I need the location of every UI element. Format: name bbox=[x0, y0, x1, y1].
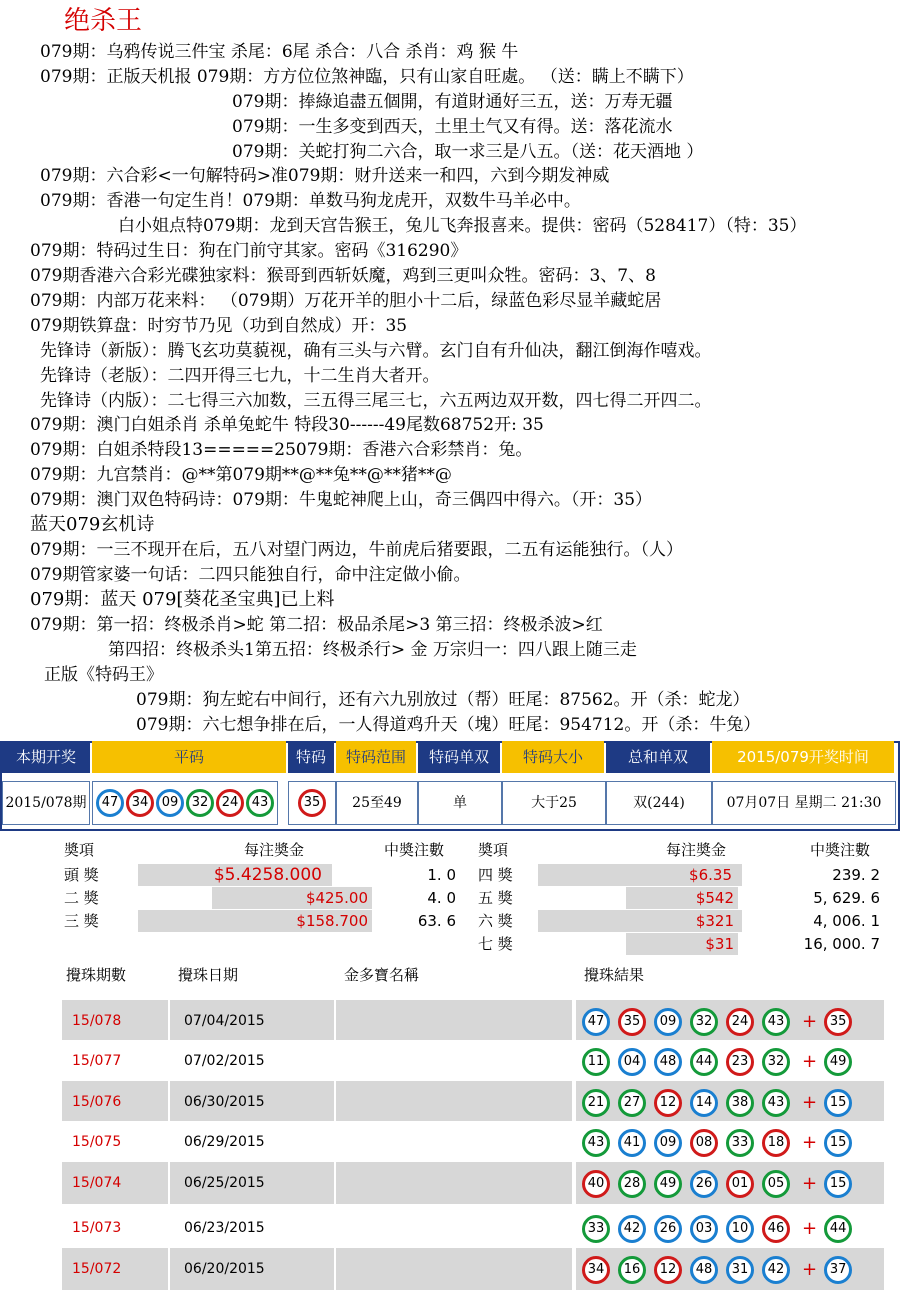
lottery-ball: 43 bbox=[582, 1129, 610, 1157]
lottery-ball: 40 bbox=[582, 1170, 610, 1198]
history-result bbox=[576, 1081, 884, 1123]
lottery-ball: 11 bbox=[582, 1048, 610, 1076]
lottery-ball: 49 bbox=[654, 1170, 682, 1198]
special-ball: 35 bbox=[824, 1008, 852, 1036]
prize-count: 1. 0 bbox=[332, 864, 460, 886]
text-line: 079期：正版天机报 079期：方方位位煞神臨，只有山家自旺處。 （送：瞒上不瞒下） bbox=[40, 67, 694, 87]
lottery-ball: 44 bbox=[690, 1048, 718, 1076]
special-ball: 44 bbox=[824, 1215, 852, 1243]
text-line: 079期铁算盘：时穷节乃见（功到自然成）开：35 bbox=[30, 316, 408, 336]
sum-odd-even: 双(244) bbox=[606, 781, 712, 825]
lottery-ball: 34 bbox=[126, 789, 154, 817]
prize-amount: $158.700 bbox=[296, 912, 368, 930]
text-line: 079期：香港一句定生肖！079期：单数马狗龙虎开，双数牛马羊必中。 bbox=[40, 191, 581, 211]
lottery-ball: 34 bbox=[582, 1256, 610, 1284]
prize-header-name: 奬項 bbox=[478, 841, 509, 859]
draw-period: 2015/078期 bbox=[2, 781, 90, 825]
header-special-odd-even: 特码单双 bbox=[418, 741, 500, 773]
page-title: 绝杀王 bbox=[64, 6, 143, 36]
special-range: 25至49 bbox=[336, 781, 418, 825]
lottery-ball: 32 bbox=[186, 789, 214, 817]
header-regular-numbers: 平码 bbox=[92, 741, 286, 773]
lottery-ball: 09 bbox=[156, 789, 184, 817]
history-result bbox=[576, 1040, 884, 1082]
prize-amount: $321 bbox=[695, 912, 734, 930]
history-date: 06/29/2015 bbox=[170, 1121, 334, 1163]
prize-header-count: 中奬注數 bbox=[810, 841, 871, 859]
history-period: 15/078 bbox=[62, 1000, 168, 1042]
lottery-ball: 12 bbox=[654, 1089, 682, 1117]
prize-count: 239. 2 bbox=[742, 864, 884, 886]
lottery-ball: 09 bbox=[654, 1129, 682, 1157]
history-row bbox=[62, 1207, 884, 1249]
history-row bbox=[62, 1121, 884, 1163]
plus-icon: + bbox=[802, 1050, 818, 1072]
prize-row bbox=[476, 933, 884, 955]
prize-amount: $542 bbox=[626, 887, 738, 909]
history-header-period: 攪珠期數 bbox=[66, 966, 127, 984]
history-row bbox=[62, 1081, 884, 1123]
text-line: 第四招：终极杀头1第五招：终极杀行> 金 万宗归一：四八跟上随三走 bbox=[108, 640, 637, 660]
lottery-ball: 10 bbox=[726, 1215, 754, 1243]
lottery-ball: 47 bbox=[582, 1008, 610, 1036]
special-ball: 37 bbox=[824, 1256, 852, 1284]
text-line: 先锋诗（新版）：腾飞玄功莫藐视，确有三头与六臂。玄门自有升仙决，翻江倒海作嘻戏。 bbox=[40, 341, 712, 361]
lottery-ball: 18 bbox=[762, 1129, 790, 1157]
lottery-ball: 12 bbox=[654, 1256, 682, 1284]
prize-count: 16, 000. 7 bbox=[742, 933, 884, 955]
special-ball: 15 bbox=[824, 1129, 852, 1157]
text-line: 079期：乌鸦传说三件宝 杀尾：6尾 杀合：八合 杀肖：鸡 猴 牛 bbox=[40, 42, 519, 62]
prize-row bbox=[62, 910, 460, 932]
history-date: 07/04/2015 bbox=[170, 1000, 334, 1042]
special-ball: 35 bbox=[298, 789, 326, 817]
text-line: 079期：特码过生日：狗在门前守其家。密码《316290》 bbox=[30, 241, 468, 261]
prize-header-name: 奬項 bbox=[64, 841, 95, 859]
history-result bbox=[576, 1248, 884, 1290]
lottery-ball: 08 bbox=[690, 1129, 718, 1157]
lottery-ball: 42 bbox=[618, 1215, 646, 1243]
results-bar bbox=[0, 741, 900, 829]
prize-header-count: 中奬注數 bbox=[384, 841, 445, 859]
text-line: 079期：关蛇打狗二六合，取一求三是八五。（送：花天酒地 ） bbox=[232, 142, 704, 162]
text-line: 079期：狗左蛇右中间行，还有六九别放过（帮）旺尾：87562。开（杀：蛇龙） bbox=[136, 690, 750, 710]
lottery-ball: 43 bbox=[762, 1089, 790, 1117]
lottery-ball: 42 bbox=[762, 1256, 790, 1284]
history-name bbox=[336, 1162, 572, 1204]
lottery-ball: 05 bbox=[762, 1170, 790, 1198]
plus-icon: + bbox=[802, 1131, 818, 1153]
prize-row bbox=[476, 864, 884, 886]
lottery-ball: 16 bbox=[618, 1256, 646, 1284]
prize-name: 五 獎 bbox=[476, 887, 538, 909]
special-ball: 15 bbox=[824, 1089, 852, 1117]
prize-header-amount: 每注奬金 bbox=[244, 841, 305, 859]
history-name bbox=[336, 1081, 572, 1123]
lottery-ball: 35 bbox=[618, 1008, 646, 1036]
draw-time: 07月07日 星期二 21:30 bbox=[712, 781, 896, 825]
lottery-ball: 24 bbox=[726, 1008, 754, 1036]
header-sum-odd-even: 总和单双 bbox=[606, 741, 710, 773]
lottery-ball: 47 bbox=[96, 789, 124, 817]
text-line: 079期：澳门双色特码诗：079期：牛鬼蛇神爬上山，奇三偶四中得六。（开：35） bbox=[30, 490, 653, 510]
lottery-ball: 24 bbox=[216, 789, 244, 817]
lottery-ball: 27 bbox=[618, 1089, 646, 1117]
text-line: 白小姐点特079期：龙到天宫告猴王，兔儿飞奔报喜来。提供：密码（528417）（特：35） bbox=[118, 216, 807, 236]
plus-icon: + bbox=[802, 1172, 818, 1194]
text-line: 先锋诗（老版）：二四开得三七九，十二生肖大者开。 bbox=[40, 366, 440, 386]
history-period: 15/074 bbox=[62, 1162, 168, 1204]
regular-balls bbox=[92, 781, 278, 825]
header-special-range: 特码范围 bbox=[336, 741, 416, 773]
text-line: 079期：第一招：终极杀肖>蛇 第二招：极品杀尾>3 第三招：终极杀波>红 bbox=[30, 615, 603, 635]
history-header-date: 攪珠日期 bbox=[178, 966, 239, 984]
text-line: 079期：蓝天 079[葵花圣宝典]已上料 bbox=[30, 589, 335, 610]
lottery-ball: 21 bbox=[582, 1089, 610, 1117]
history-period: 15/077 bbox=[62, 1040, 168, 1082]
text-line: 079期：捧綠追盡五個開，有道財通好三五，送：万寿无疆 bbox=[232, 92, 673, 112]
special-odd-even: 单 bbox=[418, 781, 502, 825]
prize-name: 頭 獎 bbox=[62, 864, 138, 886]
prize-row bbox=[476, 887, 884, 909]
prize-name: 四 獎 bbox=[476, 864, 538, 886]
lottery-ball: 32 bbox=[762, 1048, 790, 1076]
lottery-ball: 26 bbox=[690, 1170, 718, 1198]
prize-name: 六 獎 bbox=[476, 910, 538, 932]
history-period: 15/072 bbox=[62, 1248, 168, 1290]
prize-name: 三 獎 bbox=[62, 910, 138, 932]
lottery-ball: 48 bbox=[654, 1048, 682, 1076]
prize-name: 二 獎 bbox=[62, 887, 138, 909]
lottery-ball: 33 bbox=[726, 1129, 754, 1157]
history-header-name: 金多寶名稱 bbox=[344, 966, 420, 984]
history-row bbox=[62, 1162, 884, 1204]
lottery-ball: 31 bbox=[726, 1256, 754, 1284]
prize-count: 5, 629. 6 bbox=[742, 887, 884, 909]
prize-count: 63. 6 bbox=[372, 910, 460, 932]
special-ball: 15 bbox=[824, 1170, 852, 1198]
prize-row bbox=[476, 910, 884, 932]
history-date: 06/20/2015 bbox=[170, 1248, 334, 1290]
prize-amount: $31 bbox=[626, 933, 738, 955]
prize-name: 七 獎 bbox=[476, 933, 538, 955]
history-header-result: 攪珠結果 bbox=[584, 966, 645, 984]
history-date: 06/23/2015 bbox=[170, 1207, 334, 1249]
lottery-ball: 46 bbox=[762, 1215, 790, 1243]
history-result bbox=[576, 1121, 884, 1163]
lottery-ball: 43 bbox=[762, 1008, 790, 1036]
history-name bbox=[336, 1207, 572, 1249]
header-current-draw: 本期开奖 bbox=[2, 741, 90, 773]
history-row bbox=[62, 1040, 884, 1082]
text-line: 蓝天079玄机诗 bbox=[30, 514, 155, 535]
special-size: 大于25 bbox=[502, 781, 606, 825]
history-result bbox=[576, 1000, 884, 1042]
text-line: 079期香港六合彩光碟独家料：猴哥到西斩妖魔，鸡到三更叫众牲。密码：3、7、8 bbox=[30, 266, 656, 286]
header-special-number: 特码 bbox=[288, 741, 334, 773]
header-draw-time: 2015/079开奖时间 bbox=[712, 741, 894, 773]
text-line: 079期：一三不现开在后，五八对望门两边，牛前虎后猪要跟，二五有运能独行。（人） bbox=[30, 540, 683, 560]
lottery-ball: 33 bbox=[582, 1215, 610, 1243]
history-period: 15/076 bbox=[62, 1081, 168, 1123]
lottery-ball: 32 bbox=[690, 1008, 718, 1036]
prize-amount: $425.00 bbox=[212, 887, 372, 909]
plus-icon: + bbox=[802, 1258, 818, 1280]
history-result bbox=[576, 1162, 884, 1204]
lottery-ball: 28 bbox=[618, 1170, 646, 1198]
history-period: 15/075 bbox=[62, 1121, 168, 1163]
prize-amount: $5.4258.000 bbox=[213, 865, 322, 885]
history-name bbox=[336, 1040, 572, 1082]
prize-row bbox=[62, 887, 460, 909]
lottery-ball: 04 bbox=[618, 1048, 646, 1076]
lottery-ball: 09 bbox=[654, 1008, 682, 1036]
history-row bbox=[62, 1248, 884, 1290]
text-line: 先锋诗（内版）：二七得三六加数，三五得三尾三七，六五两边双开数，四七得二开四二。 bbox=[40, 391, 712, 411]
prize-row bbox=[62, 864, 460, 886]
text-line: 079期：一生多变到西天，土里土气又有得。送：落花流水 bbox=[232, 117, 673, 137]
history-row bbox=[62, 1000, 884, 1042]
text-line: 079期管家婆一句话：二四只能独自行，命中注定做小偷。 bbox=[30, 565, 471, 585]
text-line: 079期：内部万花来料： （079期）万花开羊的胆小十二后，绿蓝色彩尽显羊藏蛇居 bbox=[30, 291, 662, 311]
lottery-ball: 14 bbox=[690, 1089, 718, 1117]
prize-count: 4, 006. 1 bbox=[742, 910, 884, 932]
history-name bbox=[336, 1248, 572, 1290]
history-date: 06/30/2015 bbox=[170, 1081, 334, 1123]
history-result bbox=[576, 1207, 884, 1249]
history-date: 07/02/2015 bbox=[170, 1040, 334, 1082]
lottery-ball: 43 bbox=[246, 789, 274, 817]
lottery-ball: 41 bbox=[618, 1129, 646, 1157]
lottery-ball: 26 bbox=[654, 1215, 682, 1243]
text-line: 079期：六七想争排在后，一人得道鸡升天（塊）旺尾：954712。开（杀：牛兔） bbox=[136, 715, 761, 735]
lottery-ball: 03 bbox=[690, 1215, 718, 1243]
prize-amount: $6.35 bbox=[689, 866, 732, 884]
lottery-ball: 48 bbox=[690, 1256, 718, 1284]
lottery-ball: 38 bbox=[726, 1089, 754, 1117]
history-date: 06/25/2015 bbox=[170, 1162, 334, 1204]
special-ball: 49 bbox=[824, 1048, 852, 1076]
header-special-size: 特码大小 bbox=[502, 741, 604, 773]
plus-icon: + bbox=[802, 1217, 818, 1239]
prize-count: 4. 0 bbox=[372, 887, 460, 909]
text-line: 079期：澳门白姐杀肖 杀单兔蛇牛 特段30------49尾数68752开: 35 bbox=[30, 415, 544, 435]
text-line: 079期：白姐杀特段13=====25079期：香港六合彩禁肖：兔。 bbox=[30, 440, 533, 460]
text-line: 正版《特码王》 bbox=[44, 665, 163, 685]
special-ball-cell bbox=[288, 781, 336, 825]
lottery-ball: 23 bbox=[726, 1048, 754, 1076]
history-name bbox=[336, 1121, 572, 1163]
text-line: 079期：九宫禁肖：@**第079期**@**兔**@**猪**@ bbox=[30, 465, 452, 485]
history-period: 15/073 bbox=[62, 1207, 168, 1249]
lottery-ball: 01 bbox=[726, 1170, 754, 1198]
text-line: 079期：六合彩<一句解特码>准079期：财升送来一和四，六到今期发神威 bbox=[40, 166, 610, 186]
history-name bbox=[336, 1000, 572, 1042]
prize-header-amount: 每注奬金 bbox=[666, 841, 727, 859]
plus-icon: + bbox=[802, 1091, 818, 1113]
plus-icon: + bbox=[802, 1010, 818, 1032]
